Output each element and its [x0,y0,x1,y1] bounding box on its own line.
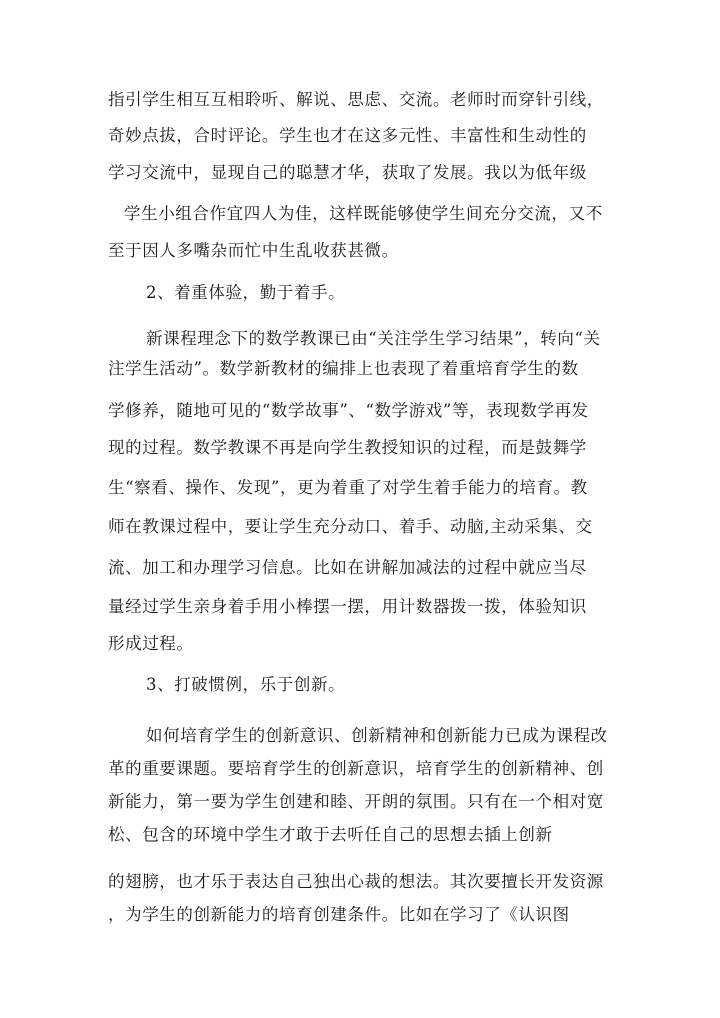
text-line: 师在教课过程中，要让学生充分动口、着手、动脑,主动采集、交 [108,517,593,536]
text-line: 学修养，随地可见的“数学故事”、“数学游戏”等，表现数学再发 [108,401,589,420]
text-line: 如何培育学生的创新意识、创新精神和创新能力已成为课程改 [146,726,608,745]
text-line: 革的重要课题。要培育学生的创新意识，培育学生的创新精神、创 [108,759,604,778]
text-line: 流、加工和办理学习信息。比如在讲解加减法的过程中就应当尽 [108,558,587,577]
text-line: ，为学生的创新能力的培育创建条件。比如在学习了《认识图 [108,905,570,924]
text-line: 学生小组合作宜四人为佳，这样既能够使学生间充分交流，又不 [124,204,603,223]
text-line: 新课程理念下的数学教课已由“关注学生学习结果”，转向“关 [146,329,601,348]
text-line: 松、包含的环境中学生才敢于去听任自己的思想去插上创新 [108,825,553,844]
text-line: 奇妙点拔，合时评论。学生也才在这多元性、丰富性和生动性的 [108,126,587,145]
text-line: 现的过程。数学教课不再是向学生教授知识的过程，而是鼓舞学 [108,438,587,457]
text-line: 的翅膀，也才乐于表达自己独出心裁的想法。其次要擅长开发资源 [108,872,604,891]
text-line: 新能力，第一要为学生创建和睦、开朗的氛围。只有在一个相对宽 [108,792,604,811]
text-line: 生“察看、操作、发现”，更为着重了对学生着手能力的培育。教 [108,478,588,497]
text-line: 形成过程。 [108,634,194,653]
text-line: 至于因人多嘴杂而忙中生乱收获甚微。 [108,241,399,260]
section-heading: 3、打破惯例，乐于创新。 [146,675,346,694]
text-line: 指引学生相互互相聆听、解说、思虑、交流。老师时而穿针引线， [108,90,604,109]
text-line: 学习交流中，显现自己的聪慧才华，获取了发展。我以为低年级 [108,163,587,182]
section-heading: 2、着重体验，勤于着手。 [146,283,346,302]
text-line: 量经过学生亲身着手用小棒摆一摆，用计数器拨一拨，体验知识 [108,597,587,616]
text-line: 注学生活动”。数学新教材的编排上也表现了着重培育学生的数 [108,359,579,378]
